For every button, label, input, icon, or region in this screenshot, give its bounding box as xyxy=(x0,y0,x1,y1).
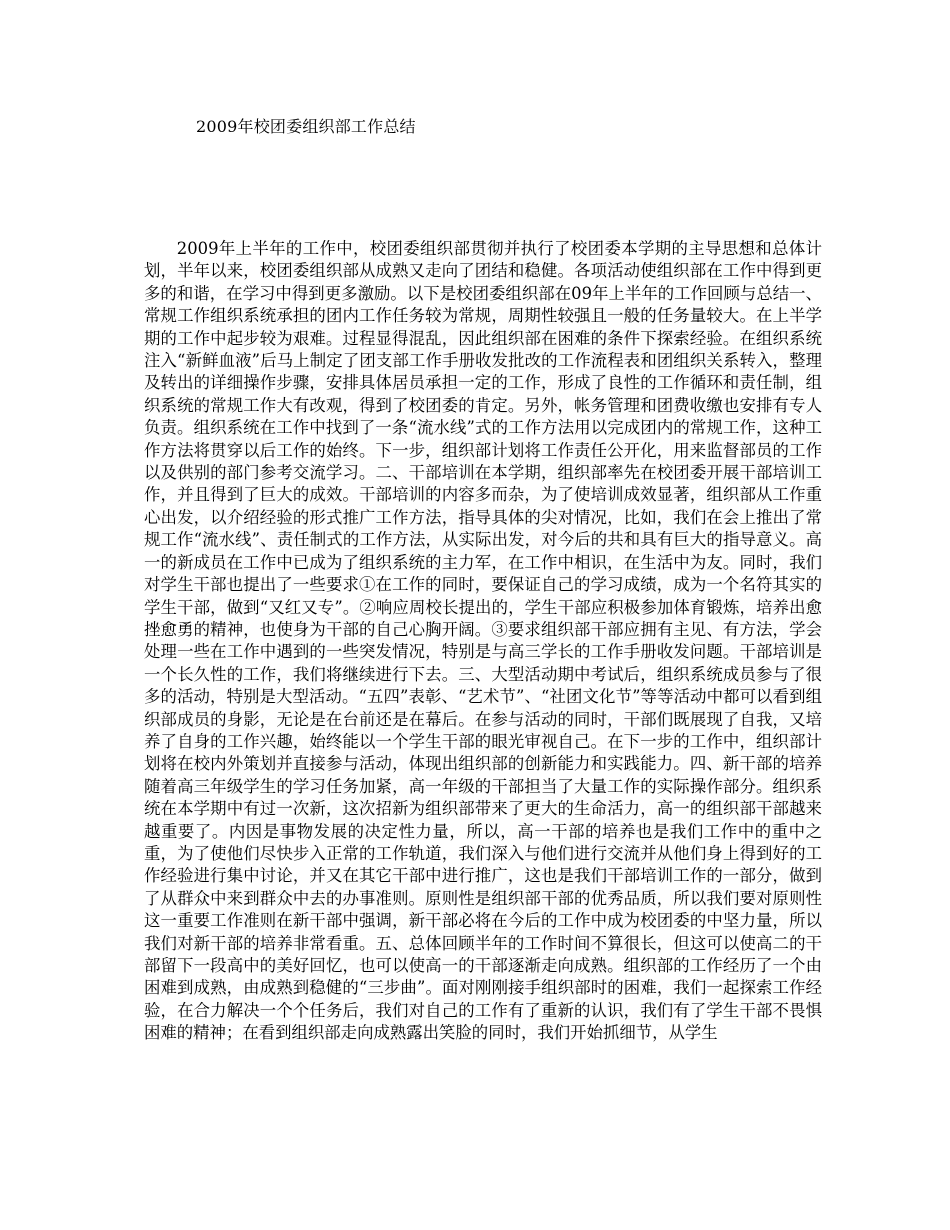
document-body-paragraph: 2009年上半年的工作中，校团委组织部贯彻并执行了校团委本学期的主导思想和总体计划，半年以来，校团委组织部从成熟又走向了团结和稳健。各项活动使组织部在工作中得到更多的和谐，在学习中得到更多激励。以下是校团委组织部在09年上半年的工作回顾与总结一、常规工作组织系统承担的团内工作任务较为常规，周期性较强且一般的任务量较大。在上半学期的工作中起步较为艰难。过程显得混乱，因此组织部在困难的条件下探索经验。在组织系统注入“新鲜血液”后马上制定了团支部工作手册收发批改的工作流程表和团组织关系转入，整理及转出的详细操作步骤，安排具体居员承担一定的工作，形成了良性的工作循环和责任制，组织系统的常规工作大有改观，得到了校团委的肯定。另外，帐务管理和团费收缴也安排有专人负责。组织系统在工作中找到了一条“流水线”式的工作方法用以完成团内的常规工作，这种工作方法将贯穿以后工作的始终。下一步，组织部计划将工作责任公开化，用来监督部员的工作以及供别的部门参考交流学习。二、干部培训在本学期，组织部率先在校团委开展干部培训工作，并且得到了巨大的成效。干部培训的内容多而杂，为了使培训成效显著，组织部从工作重心出发，以介绍经验的形式推广工作方法，指导具体的尖对情况，比如，我们在会上推出了常规工作“流水线”、责任制式的工作方法，从实际出发，对今后的共和具有巨大的指导意义。高一的新成员在工作中已成为了组织系统的主力军，在工作中相识，在生活中为友。同时，我们对学生干部也提出了一些要求①在工作的同时，要保证自己的学习成绩，成为一个名符其实的学生干部，做到“又红又专”。②响应周校长提出的，学生干部应积极参加体育锻炼，培养出愈挫愈勇的精神，也使身为干部的自己心胸开阔。③要求组织部干部应拥有主见、有方法，学会处理一些在工作中遇到的一些突发情况，特别是与高三学长的工作手册收发问题。干部培训是一个长久性的工作，我们将继续进行下去。三、大型活动期中考试后，组织系统成员参与了很多的活动，特别是大型活动。“五四”表彰、“艺术节”、“社团文化节”等等活动中都可以看到组织部成员的身影，无论是在台前还是在幕后。在参与活动的同时，干部们既展现了自我，又培养了自身的工作兴趣，始终能以一个学生干部的眼光审视自己。在下一步的工作中，组织部计划将在校内外策划并直接参与活动，体现出组织部的创新能力和实践能力。四、新干部的培养随着高三年级学生的学习任务加紧，高一年级的干部担当了大量工作的实际操作部分。组织系统在本学期中有过一次新，这次招新为组织部带来了更大的生命活力，高一的组织部干部越来越重要了。内因是事物发展的决定性力量，所以，高一干部的培养也是我们工作中的重中之重，为了使他们尽快步入正常的工作轨道，我们深入与他们进行交流并从他们身上得到好的工作经验进行集中讨论，并又在其它干部中进行推广，这也是我们干部培训工作的一部分，做到了从群众中来到群众中去的办事准则。原则性是组织部干部的优秀品质，所以我们要对原则性这一重要工作准则在新干部中强调，新干部必将在今后的工作中成为校团委的中坚力量，所以我们对新干部的培养非常看重。五、总体回顾半年的工作时间不算很长，但这可以使高二的干部留下一段高中的美好回忆，也可以使高一的干部逐渐走向成熟。组织部的工作经历了一个由困难到成熟，由成熟到稳健的“三步曲”。面对刚刚接手组织部时的困难，我们一起探索工作经验，在合力解决一个个任务后，我们对自己的工作有了重新的认识，我们有了学生干部不畏惧困难的精神；在看到组织部走向成熟露出笑脸的同时，我们开始抓细节，从学生 xyxy=(144,239,822,1043)
document-title: 2009年校团委组织部工作总结 xyxy=(196,117,416,136)
